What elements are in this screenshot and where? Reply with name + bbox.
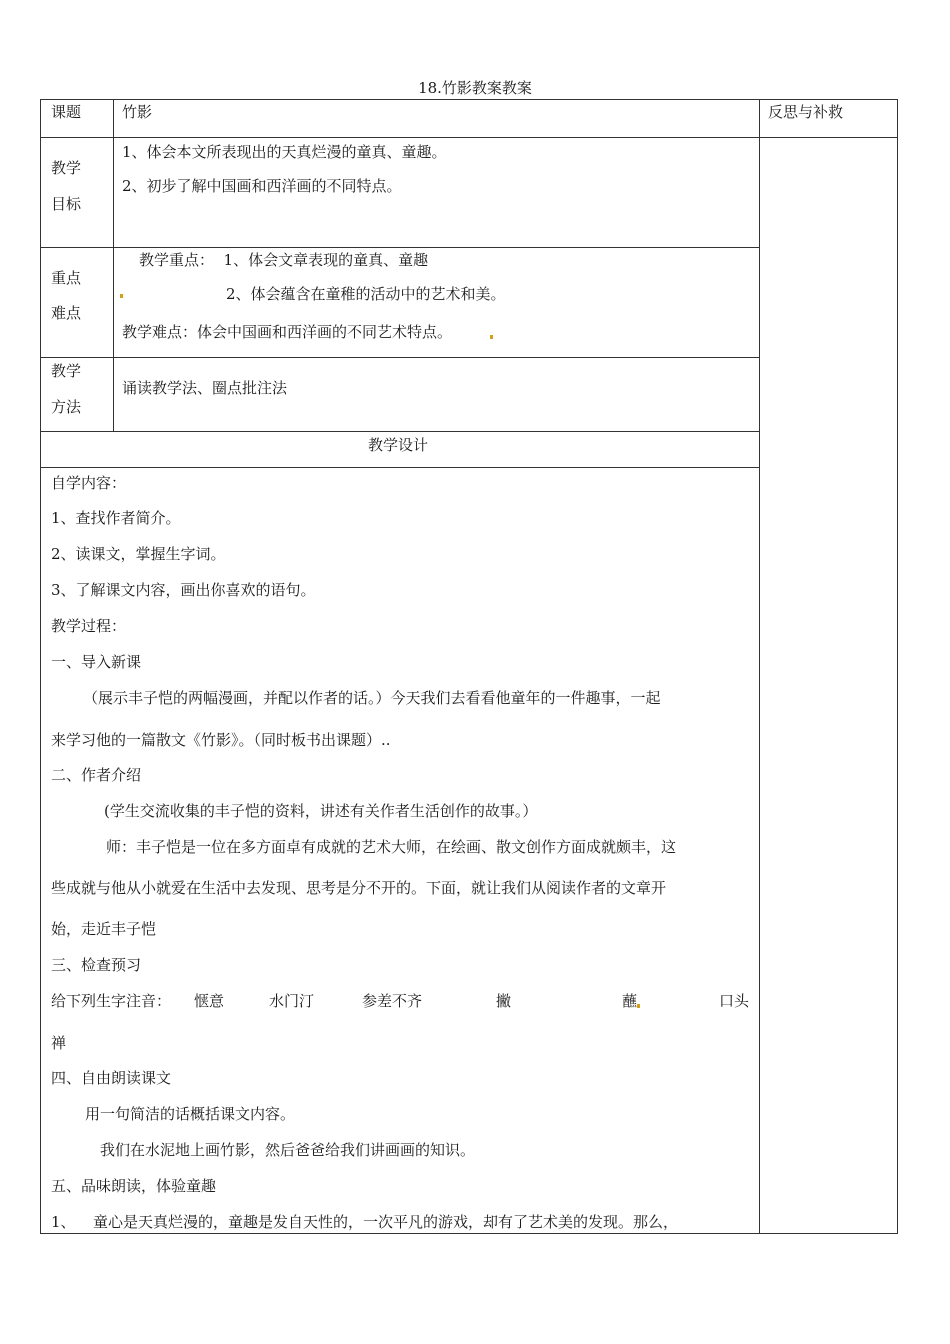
table-border-bottom	[40, 1233, 898, 1234]
difficulty-line: 教学难点：体会中国画和西洋画的不同艺术特点。	[122, 323, 453, 341]
paragraph-line: 些成就与他从小就爱在生活中去发现、思考是分不开的。下面，就让我们从阅读作者的文章开	[51, 879, 667, 897]
process-heading: 教学过程：	[51, 617, 127, 635]
self-study-item: 3、了解课文内容，画出你喜欢的语句。	[51, 581, 316, 599]
paragraph-line: （展示丰子恺的两幅漫画，并配以作者的话。）今天我们去看看他童年的一件趣事，一起	[83, 689, 661, 707]
phonetic-word: 水门汀	[269, 992, 315, 1010]
paragraph-line: 我们在水泥地上画竹影，然后爸爸给我们讲画画的知识。	[100, 1141, 476, 1159]
table-border-left	[40, 99, 41, 1234]
objective-item: 1、体会本文所表现出的天真烂漫的童真、童趣。	[122, 143, 447, 161]
method-label-line1: 教学	[51, 362, 82, 380]
phonetic-word-continuation: 禅	[51, 1034, 67, 1052]
document-title: 18.竹影教案教案	[418, 79, 532, 97]
section-heading: 二、作者介绍	[51, 766, 142, 784]
highlight-mark	[490, 335, 493, 339]
self-study-heading: 自学内容：	[51, 474, 127, 492]
keypoint-line: 教学重点： 1、体会文章表现的童真、童趣	[139, 251, 429, 269]
keypoint-line: 2、体会蕴含在童稚的活动中的艺术和美。	[226, 285, 506, 303]
reflection-column-header: 反思与补救	[768, 103, 844, 121]
table-reflection-column-divider	[759, 99, 760, 1234]
phonetic-word: 撇	[496, 992, 512, 1010]
phonetic-word: 口头	[719, 992, 750, 1010]
method-text: 诵读教学法、圈点批注法	[122, 379, 288, 397]
objective-item: 2、初步了解中国画和西洋画的不同特点。	[122, 177, 402, 195]
table-row-divider	[40, 431, 760, 432]
paragraph-line: 童心是天真烂漫的，童趣是发自天性的，一次平凡的游戏，却有了艺术美的发现。那么，	[93, 1213, 679, 1231]
phonetic-prompt: 给下列生字注音：	[51, 992, 172, 1010]
method-label-line2: 方法	[51, 398, 82, 416]
list-number: 1、	[51, 1213, 76, 1231]
highlight-mark	[637, 1004, 640, 1008]
objectives-label-line2: 目标	[51, 195, 82, 213]
topic-value: 竹影	[122, 103, 153, 121]
self-study-item: 1、查找作者简介。	[51, 509, 181, 527]
table-label-column-divider	[113, 99, 114, 432]
topic-label: 课题	[51, 103, 82, 121]
phonetic-word: 惬意	[194, 992, 225, 1010]
paragraph-line: 始，走近丰子恺	[51, 920, 157, 938]
section-heading: 五、品味朗读，体验童趣	[51, 1177, 217, 1195]
table-border-top	[40, 99, 898, 100]
design-section-title: 教学设计	[368, 436, 429, 454]
paragraph-line: (学生交流收集的丰子恺的资料，讲述有关作者生活创作的故事。）	[104, 802, 538, 820]
keypoints-label-line1: 重点	[51, 269, 82, 287]
table-row-divider	[40, 357, 760, 358]
section-heading: 四、自由朗读课文	[51, 1069, 172, 1087]
paragraph-line: 用一句简洁的话概括课文内容。	[85, 1105, 296, 1123]
highlight-mark	[120, 294, 123, 298]
phonetic-word: 蘸	[622, 992, 638, 1010]
paragraph-line: 师：丰子恺是一位在多方面卓有成就的艺术大师，在绘画、散文创作方面成就颇丰，这	[106, 838, 677, 856]
table-row-divider	[40, 467, 760, 468]
table-row-divider	[40, 137, 898, 138]
table-border-right	[897, 99, 898, 1234]
section-heading: 三、检查预习	[51, 956, 142, 974]
self-study-item: 2、读课文，掌握生字词。	[51, 545, 226, 563]
section-heading: 一、导入新课	[51, 653, 142, 671]
table-row-divider	[40, 247, 760, 248]
objectives-label-line1: 教学	[51, 159, 82, 177]
paragraph-line: 来学习他的一篇散文《竹影》。（同时板书出课题）..	[51, 731, 391, 749]
phonetic-word: 参差不齐	[362, 992, 423, 1010]
keypoints-label-line2: 难点	[51, 304, 82, 322]
